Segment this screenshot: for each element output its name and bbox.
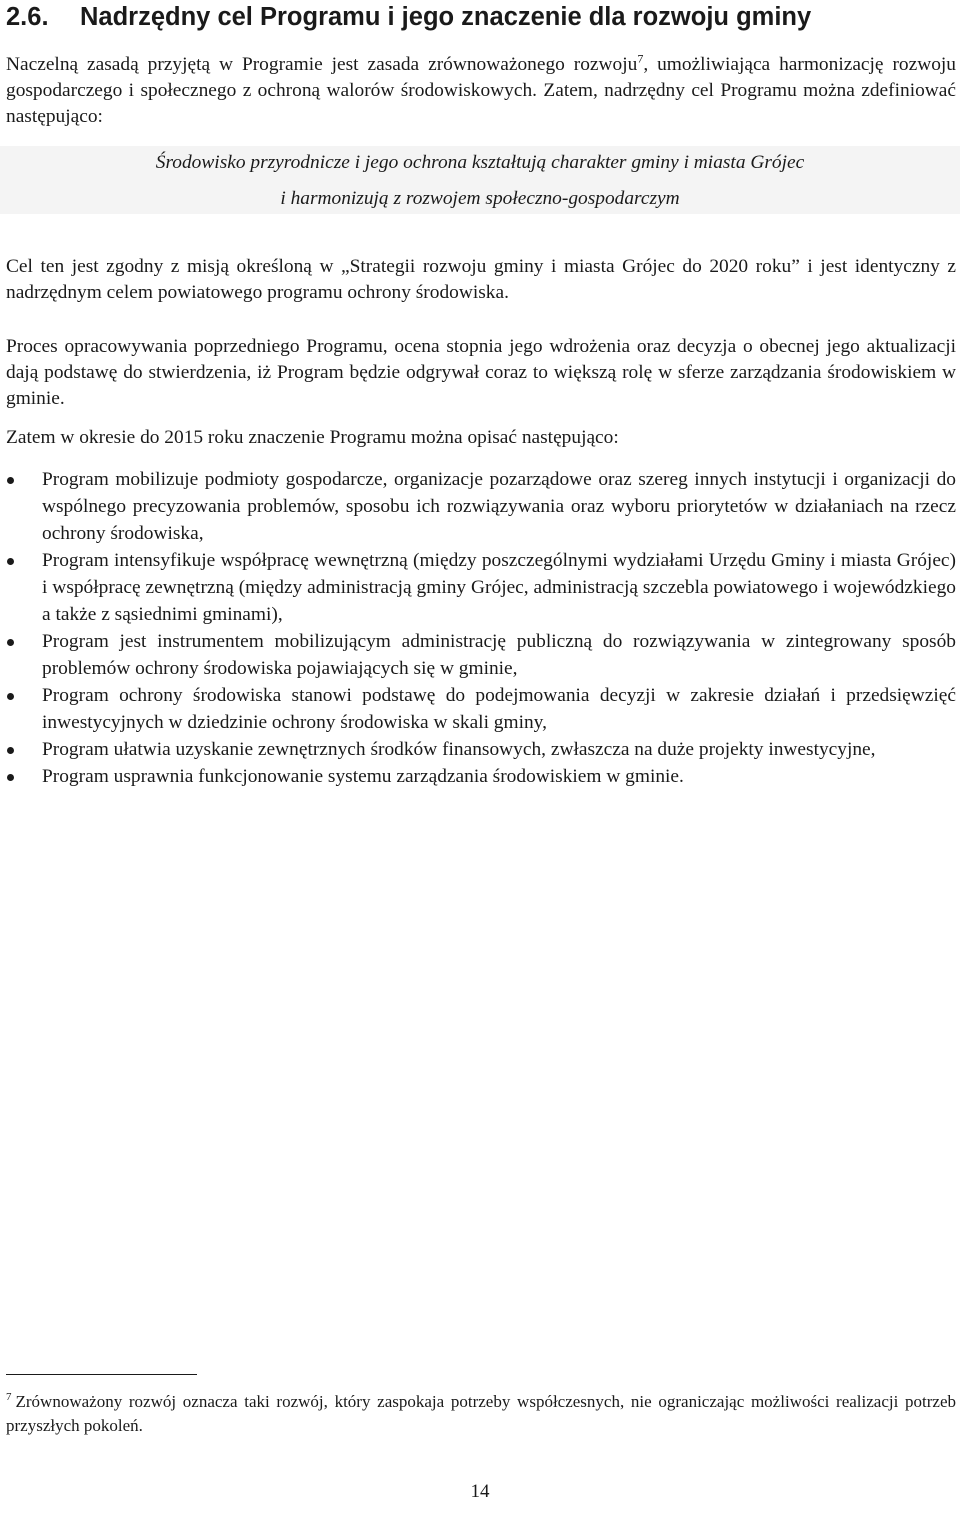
intro-text-start: Naczelną zasadą przyjętą w Programie jest zasada zrównoważonego rozwoju <box>6 54 638 75</box>
document-page <box>6 0 956 1513</box>
footnote-reference[interactable]: 7 <box>637 51 644 66</box>
list-item: Program usprawnia funkcjonowanie systemu zarządzania środowiskiem w gminie. <box>6 763 956 790</box>
process-paragraph: Proces opracowywania poprzedniego Programu, ocena stopnia jego wdrożenia oraz decyzja o obecnej jego aktualizacji dają podstawę do stwierdzenia, iż Program będzie odgrywał coraz to większą rolę w sferze zarządzania środowiskiem w gminie. <box>6 336 956 409</box>
goal-statement-line-2: i harmonizują z rozwojem społeczno-gospodarczym <box>280 188 680 209</box>
bullet-icon <box>7 477 14 484</box>
bullet-icon <box>7 558 14 565</box>
bullet-icon <box>7 747 14 754</box>
footnote-divider <box>6 1374 197 1375</box>
section-heading <box>6 2 956 32</box>
list-item: Program intensyfikuje współpracę wewnętrzną (między poszczególnymi wydziałami Urzędu Gminy i miasta Grójec) i współpracę zewnętrzną (między administracją gminy Grójec, administracją szczebla powiatowego i wojewódzkiego a także z sąsiednimi gminami), <box>6 547 956 628</box>
goal-statement-box <box>0 146 960 214</box>
list-item: Program mobilizuje podmioty gospodarcze, organizacje pozarządowe oraz szereg innych instytucji i organizacji do wspólnego precyzowania problemów, sposobu ich rozwiązywania oraz wyboru priorytetów w działaniach na rzecz ochrony środowiska, <box>6 466 956 547</box>
section-title: Nadrzędny cel Programu i jego znaczenie dla rozwoju gminy <box>80 3 812 31</box>
intro-text-end: , umożliwiająca harmonizację rozwoju gospodarczego i społecznego z ochroną walorów środowiskowych. Zatem, nadrzędny cel Programu można zdefiniować następująco: <box>6 54 956 127</box>
strategy-paragraph: Cel ten jest zgodny z misją określoną w „Strategii rozwoju gminy i miasta Grójec do 2020 roku” i jest identyczny z nadrzędnym celem powiatowego programu ochrony środowiska. <box>6 256 956 303</box>
goal-statement-line-1: Środowisko przyrodnicze i jego ochrona kształtują charakter gminy i miasta Grójec <box>155 152 805 173</box>
list-item: Program jest instrumentem mobilizującym administrację publiczną do rozwiązywania w zintegrowany sposób problemów ochrony środowiska pojawiających się w gminie, <box>6 628 956 682</box>
program-significance-list <box>6 466 956 790</box>
footnote-marker: 7 <box>6 1391 12 1404</box>
intro-paragraph <box>6 52 956 130</box>
bullet-icon <box>7 693 14 700</box>
footnote <box>6 1390 956 1438</box>
section-number: 2.6. <box>6 3 49 31</box>
footnote-text: Zrównoważony rozwój oznacza taki rozwój, który zaspokaja potrzeby współczesnych, nie ograniczając możliwości realizacji potrzeb przyszłych pokoleń. <box>6 1392 956 1435</box>
list-item: Program ochrony środowiska stanowi podstawę do podejmowania decyzji w zakresie działań i przedsięwzięć inwestycyjnych w dziedzinie ochrony środowiska w skali gminy, <box>6 682 956 736</box>
bullet-icon <box>7 639 14 646</box>
bullet-icon <box>7 774 14 781</box>
page-number: 14 <box>470 1481 490 1502</box>
lead-paragraph: Zatem w okresie do 2015 roku znaczenie Programu można opisać następująco: <box>6 427 619 448</box>
list-item: Program ułatwia uzyskanie zewnętrznych środków finansowych, zwłaszcza na duże projekty inwestycyjne, <box>6 736 956 763</box>
